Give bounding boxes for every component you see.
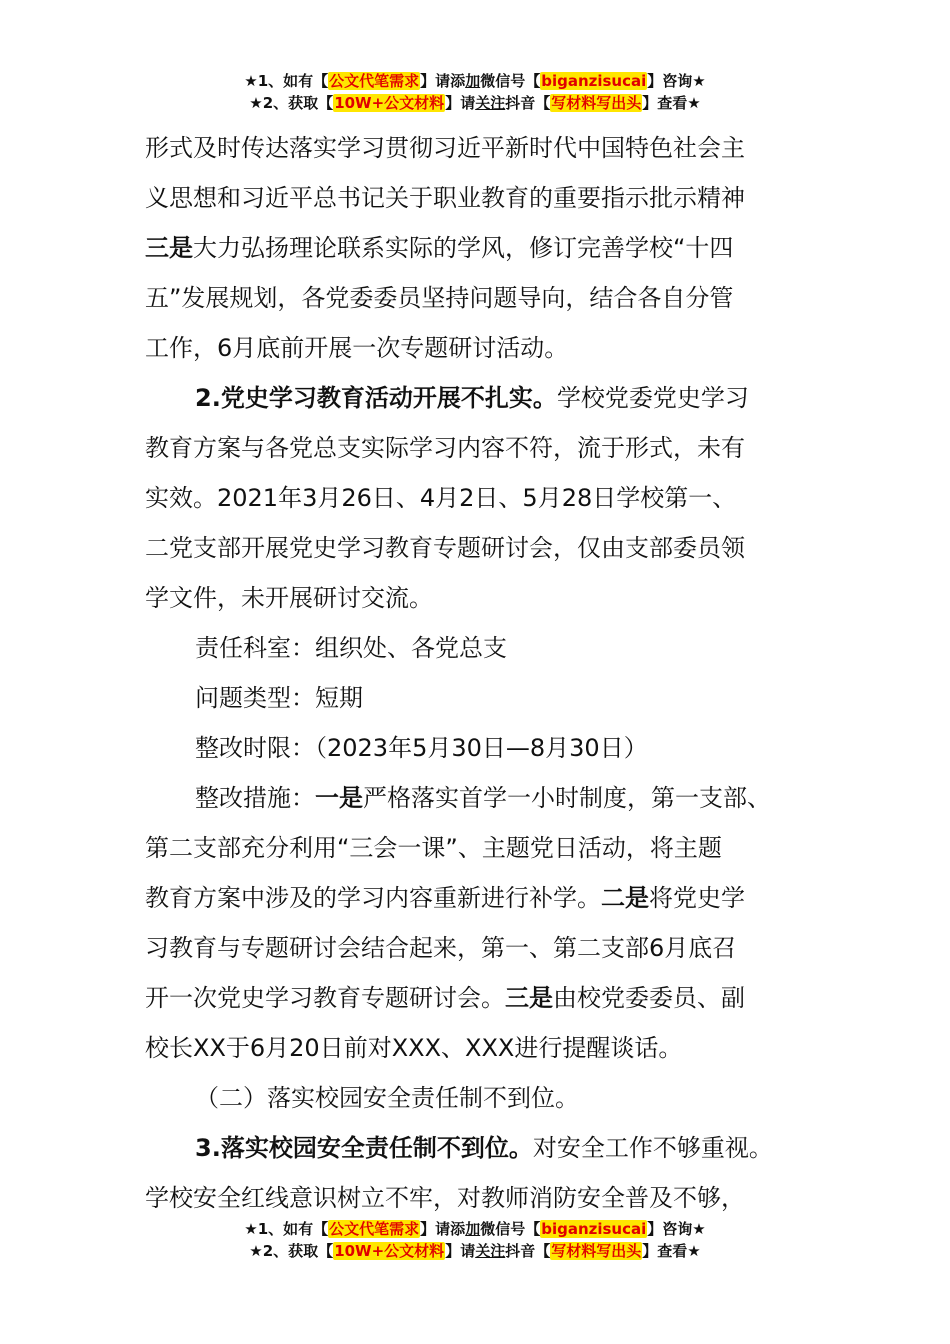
body-text: 学校党委党史学习 <box>556 384 749 412</box>
body-line <box>145 973 825 1023</box>
bold-marker: 三是 <box>505 984 553 1012</box>
section-heading-line <box>145 1123 825 1173</box>
subsection-heading: （二）落实校园安全责任制不到位。 <box>195 1084 579 1112</box>
banner-highlight: 写材料写出头 <box>551 1242 642 1260</box>
banner-text: 微信号【 <box>480 1220 541 1238</box>
banner-text: ★2、获取【 <box>249 1242 334 1260</box>
body-line: 工作，6月底前开展一次专题研讨活动。 <box>145 334 569 362</box>
section-heading-line <box>145 373 825 423</box>
banner-line-2 <box>0 92 950 114</box>
banner-highlight: 10W+公文材料 <box>334 1242 445 1260</box>
banner-text: 抖音【 <box>505 1242 551 1260</box>
bold-marker: 一是 <box>315 784 363 812</box>
banner-underline: 加 <box>465 1220 481 1238</box>
banner-highlight: biganzisucai <box>541 1220 647 1238</box>
issue-type: 问题类型：短期 <box>195 684 363 712</box>
banner-text: 】查看★ <box>642 94 701 112</box>
measures-line <box>145 773 825 823</box>
body-line <box>145 223 825 273</box>
body-line: 教育方案与各党总支实际学习内容不符，流于形式，未有 <box>145 434 745 462</box>
body-text: 由校党委委员、副 <box>553 984 745 1012</box>
footer-banner <box>0 1218 950 1262</box>
banner-text: 】请 <box>445 1242 476 1260</box>
bold-marker: 二是 <box>601 884 649 912</box>
banner-highlight: 公文代笔需求 <box>329 72 420 90</box>
section-heading: 3.落实校园安全责任制不到位。 <box>195 1134 533 1162</box>
body-line: 习教育与专题研讨会结合起来，第一、第二支部6月底召 <box>145 934 737 962</box>
bold-marker: 三是 <box>145 234 193 262</box>
section-heading: 2.党史学习教育活动开展不扎实。 <box>195 384 557 412</box>
banner-highlight: 写材料写出头 <box>551 94 642 112</box>
body-line: 学文件，未开展研讨交流。 <box>145 584 433 612</box>
banner-line-2 <box>0 1240 950 1262</box>
banner-text: 】请添 <box>420 72 466 90</box>
responsible-dept: 责任科室：组织处、各党总支 <box>195 634 507 662</box>
banner-highlight: 10W+公文材料 <box>334 94 445 112</box>
document-body <box>145 123 825 1223</box>
body-line <box>145 873 825 923</box>
body-text: 对安全工作不够重视。 <box>532 1134 773 1162</box>
banner-text: 】咨询★ <box>647 72 706 90</box>
banner-highlight: biganzisucai <box>541 72 647 90</box>
banner-underline: 关注 <box>475 1242 506 1260</box>
banner-text: 】咨询★ <box>647 1220 706 1238</box>
body-line: 实效。2021年3月26日、4月2日、5月28日学校第一、 <box>145 484 737 512</box>
body-text: 教育方案中涉及的学习内容重新进行补学。 <box>145 884 601 912</box>
body-line: 校长XX于6月20日前对XXX、XXX进行提醒谈话。 <box>145 1034 683 1062</box>
body-line: 第二支部充分利用“三会一课”、主题党日活动，将主题 <box>145 834 722 862</box>
banner-text: ★2、获取【 <box>249 94 334 112</box>
body-text: 将党史学 <box>649 884 745 912</box>
banner-underline: 加 <box>465 72 481 90</box>
banner-text: ★1、如有【 <box>244 72 329 90</box>
banner-text: 微信号【 <box>480 72 541 90</box>
body-line: 学校安全红线意识树立不牢，对教师消防安全普及不够， <box>145 1184 745 1212</box>
banner-text: 抖音【 <box>505 94 551 112</box>
banner-text: 】请 <box>445 94 476 112</box>
banner-highlight: 公文代笔需求 <box>329 1220 420 1238</box>
header-banner <box>0 70 950 114</box>
banner-line-1 <box>0 70 950 92</box>
body-text: 开一次党史学习教育专题研讨会。 <box>145 984 505 1012</box>
body-line: 二党支部开展党史学习教育专题研讨会，仅由支部委员领 <box>145 534 745 562</box>
banner-underline: 关注 <box>475 94 506 112</box>
body-text: 大力弘扬理论联系实际的学风，修订完善学校“十四 <box>193 234 734 262</box>
body-text: 严格落实首学一小时制度，第一支部、 <box>363 784 771 812</box>
banner-text: 】请添 <box>420 1220 466 1238</box>
body-line: 五”发展规划，各党委委员坚持问题导向，结合各自分管 <box>145 284 734 312</box>
body-text: 整改措施： <box>195 784 315 812</box>
banner-line-1 <box>0 1218 950 1240</box>
body-line: 形式及时传达落实学习贯彻习近平新时代中国特色社会主 <box>145 134 745 162</box>
deadline: 整改时限：（2023年5月30日—8月30日） <box>195 734 648 762</box>
body-line: 义思想和习近平总书记关于职业教育的重要指示批示精神 <box>145 184 745 212</box>
banner-text: ★1、如有【 <box>244 1220 329 1238</box>
banner-text: 】查看★ <box>642 1242 701 1260</box>
